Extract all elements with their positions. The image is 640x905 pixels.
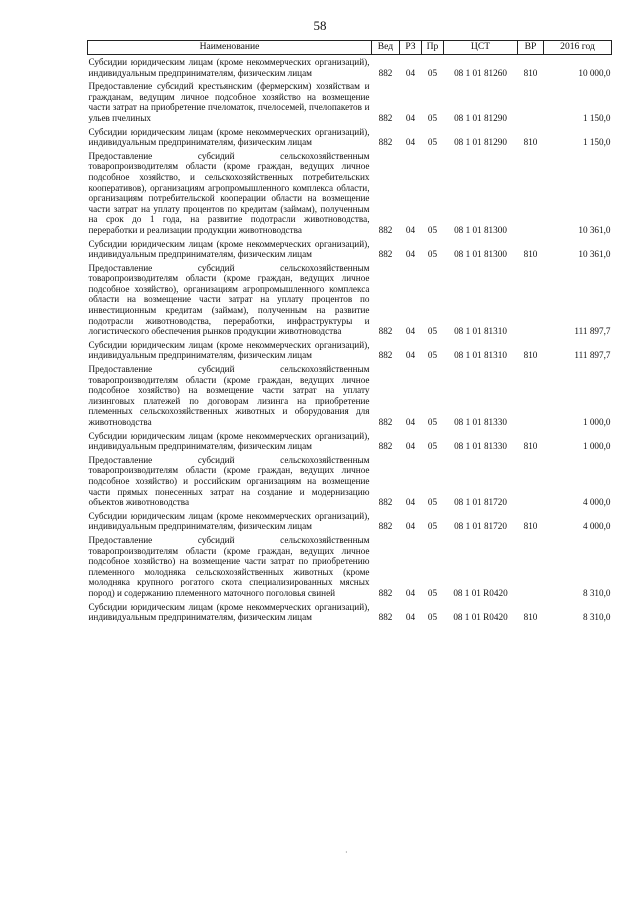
row-vr xyxy=(518,453,544,509)
row-rz: 04 xyxy=(405,137,416,148)
row-ved: 882 xyxy=(378,350,393,361)
table-row xyxy=(88,79,612,124)
row-amount: 8 310,0 xyxy=(582,587,611,598)
row-amount: 10 000,0 xyxy=(578,67,611,78)
row-rz: 04 xyxy=(405,67,416,78)
row-rz: 04 xyxy=(405,587,416,598)
row-name: Субсидии юридическим лицам (кроме некоммерческих организаций), индивидуальным предпринимателям, физическим лицам xyxy=(88,430,370,452)
row-amount: 111 897,7 xyxy=(574,326,611,337)
table-row xyxy=(88,509,612,533)
row-ved: 882 xyxy=(378,587,393,598)
row-rz: 04 xyxy=(405,326,416,337)
row-pr: 05 xyxy=(427,350,438,361)
row-pr: 05 xyxy=(427,441,438,452)
table-row xyxy=(88,338,612,362)
row-cst: 08 1 01 81310 xyxy=(454,350,507,361)
table-row xyxy=(88,261,612,338)
row-name: Субсидии юридическим лицам (кроме некоммерческих организаций), индивидуальным предпринимателям, физическим лицам xyxy=(88,601,370,623)
header-ved: Вед xyxy=(372,41,400,55)
row-name: Предоставление субсидий сельскохозяйственным товаропроизводителям области (кроме граждан, ведущих личное подсобное хозяйство), организациям агропромышленного комплекса области на возмещение части затрат на уплату процентов по инвестиционным кредитам (займам), полученным на развитие подотрасли животноводства, переработки, инфраструктуры и логистического обеспечения рынков продукции животноводства xyxy=(88,262,370,337)
row-vr: 810 xyxy=(523,67,538,78)
row-vr xyxy=(518,362,544,429)
row-rz: 04 xyxy=(405,612,416,623)
row-pr: 05 xyxy=(427,326,438,337)
row-name: Предоставление субсидий сельскохозяйственным товаропроизводителям области (кроме граждан, ведущих личное подсобное хозяйство) и российским организациям на возмещение части прямых понесенных затрат на создание и модернизацию объектов животноводства xyxy=(88,454,370,508)
header-rz: РЗ xyxy=(400,41,422,55)
row-ved: 882 xyxy=(378,441,393,452)
row-ved: 882 xyxy=(378,112,393,123)
row-rz: 04 xyxy=(405,350,416,361)
row-vr xyxy=(518,533,544,600)
table-row xyxy=(88,600,612,624)
row-amount: 1 150,0 xyxy=(582,112,611,123)
table-row xyxy=(88,237,612,261)
row-cst: 08 1 01 R0420 xyxy=(453,612,508,623)
row-vr: 810 xyxy=(523,521,538,532)
row-vr: 810 xyxy=(523,350,538,361)
row-rz: 04 xyxy=(405,521,416,532)
row-cst: 08 1 01 81290 xyxy=(454,112,507,123)
row-name: Предоставление субсидий сельскохозяйственным товаропроизводителям области (кроме граждан, ведущих личное подсобное хозяйство) на возмещение части затрат на уплату лизинговых платежей по договорам лизинга на приобретение племенных сельскохозяйственных животных и оборудования для животноводства xyxy=(88,364,370,427)
table-row xyxy=(88,149,612,237)
row-amount: 8 310,0 xyxy=(582,612,611,623)
row-rz: 04 xyxy=(405,249,416,260)
row-pr: 05 xyxy=(427,67,438,78)
page-number: 58 xyxy=(313,18,327,33)
row-amount: 1 000,0 xyxy=(582,417,611,427)
row-ved: 882 xyxy=(378,224,393,235)
row-name: Предоставление субсидий крестьянским (фермерским) хозяйствам и гражданам, ведущим личное подсобное хозяйство на возмещение части затрат на приобретение пчеломаток, пчелосемей, пчелопакетов и ульев пчелиных xyxy=(88,81,370,123)
row-amount: 4 000,0 xyxy=(582,497,611,508)
scan-mark: · xyxy=(345,848,348,857)
header-vr: ВР xyxy=(518,41,544,55)
row-pr: 05 xyxy=(427,497,438,508)
header-name: Наименование xyxy=(88,41,372,55)
row-name: Предоставление субсидий сельскохозяйственным товаропроизводителям области (кроме граждан, ведущих личное подсобное хозяйство) на возмещение части затрат по приобретению племенного молодняка сельскохозяйственных животных (кроме молодняка крупного рогатого скота специализированных мясных пород) и содержанию племенного маточного поголовья свиней xyxy=(88,534,370,598)
row-pr: 05 xyxy=(427,417,438,427)
row-pr: 05 xyxy=(427,137,438,148)
table-row xyxy=(88,453,612,509)
row-ved: 882 xyxy=(378,612,393,623)
table-body xyxy=(88,55,612,624)
row-rz: 04 xyxy=(405,417,416,427)
row-ved: 882 xyxy=(378,137,393,148)
row-name: Субсидии юридическим лицам (кроме некоммерческих организаций), индивидуальным предпринимателям, физическим лицам xyxy=(88,238,370,260)
row-pr: 05 xyxy=(427,612,438,623)
row-pr: 05 xyxy=(427,249,438,260)
row-amount: 111 897,7 xyxy=(574,350,611,361)
row-rz: 04 xyxy=(405,441,416,452)
table-row xyxy=(88,125,612,149)
row-cst: 08 1 01 81720 xyxy=(454,521,507,532)
table-row xyxy=(88,55,612,80)
row-cst: 08 1 01 81260 xyxy=(454,67,507,78)
row-rz: 04 xyxy=(405,224,416,235)
row-vr: 810 xyxy=(523,612,538,623)
row-amount: 1 150,0 xyxy=(582,137,611,148)
row-amount: 10 361,0 xyxy=(578,224,611,235)
row-ved: 882 xyxy=(378,521,393,532)
table-header xyxy=(88,41,612,55)
row-cst: 08 1 01 R0420 xyxy=(453,587,508,598)
row-pr: 05 xyxy=(427,112,438,123)
row-cst: 08 1 01 81300 xyxy=(454,249,507,260)
row-cst: 08 1 01 81300 xyxy=(454,224,507,235)
row-name: Субсидии юридическим лицам (кроме некоммерческих организаций), индивидуальным предпринимателям, физическим лицам xyxy=(88,510,370,532)
row-name: Субсидии юридическим лицам (кроме некоммерческих организаций), индивидуальным предпринимателям, физическим лицам xyxy=(88,57,370,78)
row-vr xyxy=(518,79,544,124)
row-ved: 882 xyxy=(378,67,393,78)
row-cst: 08 1 01 81720 xyxy=(454,497,507,508)
row-vr xyxy=(518,149,544,237)
table-row xyxy=(88,533,612,600)
row-ved: 882 xyxy=(378,417,393,427)
row-vr: 810 xyxy=(523,137,538,148)
row-ved: 882 xyxy=(378,497,393,508)
row-pr: 05 xyxy=(427,224,438,235)
row-rz: 04 xyxy=(405,497,416,508)
row-cst: 08 1 01 81290 xyxy=(454,137,507,148)
row-cst: 08 1 01 81310 xyxy=(454,326,507,337)
row-name: Субсидии юридическим лицам (кроме некоммерческих организаций), индивидуальным предпринимателям, физическим лицам xyxy=(88,126,370,148)
row-amount: 1 000,0 xyxy=(582,441,611,452)
budget-table xyxy=(87,40,612,624)
row-name: Субсидии юридическим лицам (кроме некоммерческих организаций), индивидуальным предпринимателям, физическим лицам xyxy=(88,339,370,361)
header-year: 2016 год xyxy=(544,41,612,55)
row-amount: 10 361,0 xyxy=(578,249,611,260)
header-pr: Пр xyxy=(422,41,444,55)
row-vr xyxy=(518,261,544,338)
row-pr: 05 xyxy=(427,521,438,532)
row-ved: 882 xyxy=(378,249,393,260)
row-amount: 4 000,0 xyxy=(582,521,611,532)
row-vr: 810 xyxy=(523,441,538,452)
row-rz: 04 xyxy=(405,112,416,123)
table-row xyxy=(88,429,612,453)
table-row xyxy=(88,362,612,429)
row-cst: 08 1 01 81330 xyxy=(454,417,507,427)
row-pr: 05 xyxy=(427,587,438,598)
row-name: Предоставление субсидий сельскохозяйственным товаропроизводителям области (кроме граждан, ведущих личное подсобное хозяйство, и сельскохозяйственных потребительских кооперативов), организациям агропромышленного комплекса области, организациям потребительской кооперации области на возмещение части затрат на уплату процентов по кредитам (займам), полученным на срок до 1 года, на развитие подотрасли животноводства, переработки и реализации продукции животноводства xyxy=(88,150,370,235)
row-cst: 08 1 01 81330 xyxy=(454,441,507,452)
row-vr: 810 xyxy=(523,249,538,260)
header-cst: ЦСТ xyxy=(444,41,518,55)
row-ved: 882 xyxy=(378,326,393,337)
